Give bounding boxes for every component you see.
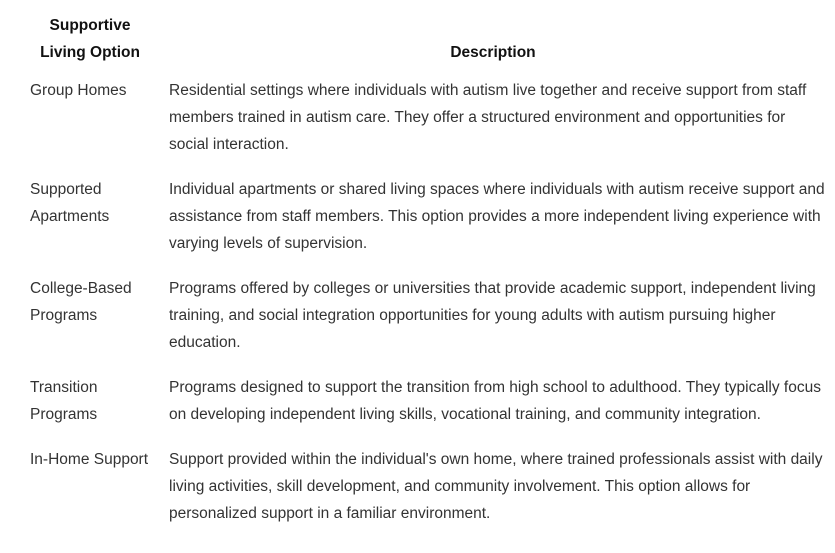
header-option: Supportive Living Option [40,17,140,61]
table-row [20,366,826,438]
header-row [20,10,826,69]
option-name: College-Based Programs [30,280,132,324]
option-description: Support provided within the individual's own home, where trained professionals assist with daily living activities, skill development, and community involvement. This option allows for personalized support in a familiar environment. [169,451,823,522]
table-body [20,69,826,537]
option-description: Individual apartments or shared living spaces where individuals with autism receive support and assistance from staff members. This option provides a more independent living experience with varying levels of supervision. [169,181,825,252]
header-description: Description [450,44,536,61]
table-row [20,168,826,267]
table-row [20,69,826,168]
option-name: Group Homes [30,82,127,99]
table-row [20,438,826,537]
option-description: Residential settings where individuals with autism live together and receive support from staff members trained in autism care. They offer a structured environment and opportunities for social interaction. [169,82,807,153]
option-description: Programs designed to support the transition from high school to adulthood. They typically focus on developing independent living skills, vocational training, and community integration. [169,379,821,423]
supportive-living-table [20,10,826,537]
option-name: Transition Programs [30,379,98,423]
table-header [20,10,826,69]
table-row [20,267,826,366]
option-description: Programs offered by colleges or universities that provide academic support, independent living training, and social integration opportunities for young adults with autism pursuing higher education. [169,280,816,351]
option-name: In-Home Support [30,451,149,468]
option-name: Supported Apartments [30,181,110,225]
